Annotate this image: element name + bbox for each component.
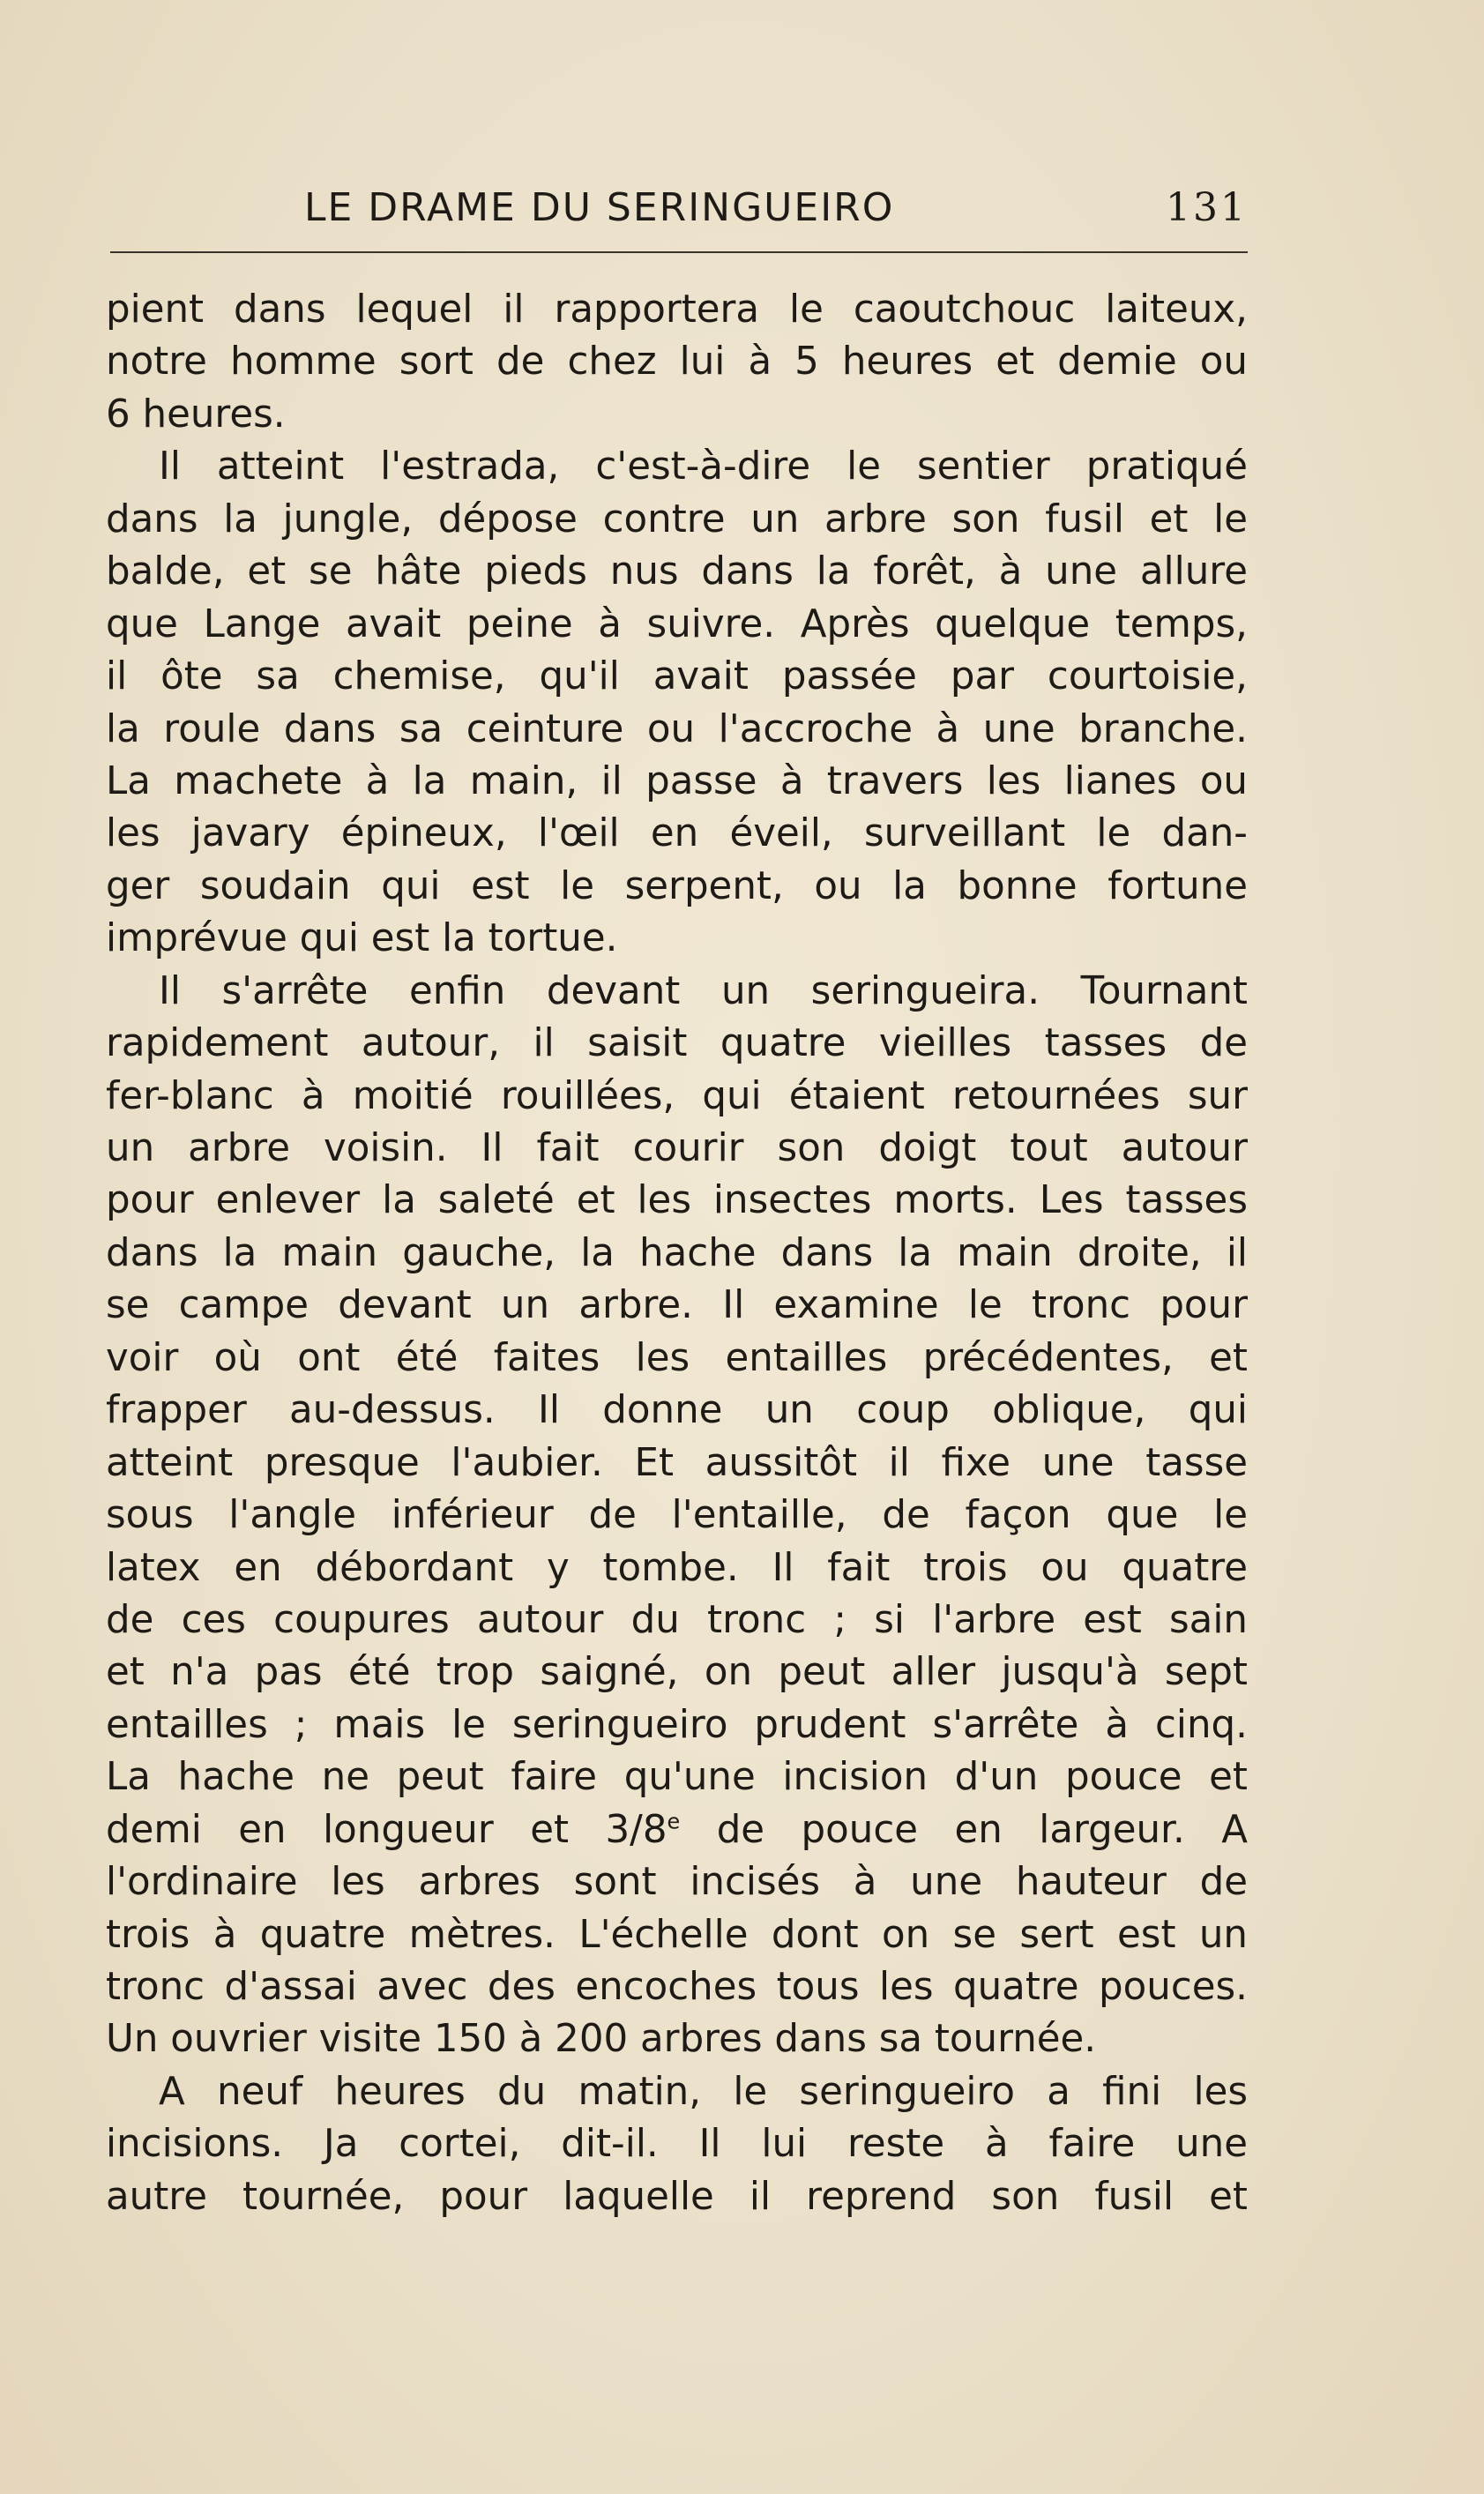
text-line: Il s'arrête enfin devant un seringueira. Tournant <box>159 968 1248 1013</box>
text-line: les javary épineux, l'œil en éveil, surveillant le dan- <box>106 811 1248 856</box>
text-line: dans la jungle, dépose contre un arbre son fusil et le <box>106 497 1248 541</box>
text-line: 6 heures. <box>106 392 286 437</box>
fraction-text: demi en longueur et 3/8 <box>106 1807 667 1852</box>
text-line: imprévue qui est la tortue. <box>106 916 618 961</box>
page-number: 131 <box>1166 185 1248 230</box>
text-line: Un ouvrier visite 150 à 200 arbres dans sa tournée. <box>106 2017 1097 2062</box>
text-line: l'ordinaire les arbres sont incisés à une hauteur de <box>106 1860 1248 1905</box>
text-line: dans la main gauche, la hache dans la main droite, il <box>106 1230 1248 1275</box>
text-line: un arbre voisin. Il fait courir son doigt tout autour <box>106 1126 1248 1170</box>
text-line: pient dans lequel il rapportera le caoutchouc laiteux, <box>106 287 1248 332</box>
text-line: et n'a pas été trop saigné, on peut aller jusqu'à sept <box>106 1650 1248 1695</box>
text-line: sous l'angle inférieur de l'entaille, de façon que le <box>106 1493 1248 1538</box>
text-line: trois à quatre mètres. L'échelle dont on se sert est un <box>106 1912 1248 1957</box>
text-line-with-fraction <box>106 1804 1248 1856</box>
text-line: que Lange avait peine à suivre. Après quelque temps, <box>106 601 1248 646</box>
text-line: autre tournée, pour laquelle il reprend son fusil et <box>106 2174 1248 2219</box>
fraction-superscript: e <box>667 1809 681 1834</box>
text-line: incisions. Ja cortei, dit-il. Il lui reste à faire une <box>106 2122 1248 2167</box>
text-line: rapidement autour, il saisit quatre vieilles tasses de <box>106 1021 1248 1066</box>
running-title: LE DRAME DU SERINGUEIRO <box>304 185 895 230</box>
text-line: pour enlever la saleté et les insectes morts. Les tasses <box>106 1178 1248 1223</box>
text-line: ger soudain qui est le serpent, ou la bonne fortune <box>106 863 1248 908</box>
text-line: entailles ; mais le seringueiro prudent s'arrête à cinq. <box>106 1702 1248 1747</box>
text-line: tronc d'assai avec des encoches tous les quatre pouces. <box>106 1965 1248 2009</box>
text-line: A neuf heures du matin, le seringueiro a fini les <box>159 2069 1248 2114</box>
text-line: la roule dans sa ceinture ou l'accroche à une branche. <box>106 706 1248 751</box>
text-line: Il atteint l'estrada, c'est-à-dire le sentier pratiqué <box>159 444 1248 489</box>
text-line: se campe devant un arbre. Il examine le tronc pour <box>106 1283 1248 1328</box>
text-line: notre homme sort de chez lui à 5 heures et demie ou <box>106 340 1248 385</box>
text-line: fer-blanc à moitié rouillées, qui étaient retournées sur <box>106 1073 1248 1118</box>
text-line: La hache ne peut faire qu'une incision d'un pouce et <box>106 1755 1248 1800</box>
text-line: latex en débordant y tombe. Il fait trois ou quatre <box>106 1545 1248 1590</box>
text-line: atteint presque l'aubier. Et aussitôt il fixe une tasse <box>106 1440 1248 1485</box>
body-text <box>106 284 1248 2223</box>
text-line: frapper au-dessus. Il donne un coup oblique, qui <box>106 1388 1248 1433</box>
text-line: balde, et se hâte pieds nus dans la forêt, à une allure <box>106 549 1248 594</box>
running-header <box>110 180 1248 236</box>
text-line: La machete à la main, il passe à travers les lianes ou <box>106 758 1248 803</box>
fraction-line-tail: de pouce en largeur. A <box>716 1807 1248 1852</box>
text-line: de ces coupures autour du tronc ; si l'arbre est sain <box>106 1597 1248 1642</box>
text-line: il ôte sa chemise, qu'il avait passée par courtoisie, <box>106 654 1248 699</box>
header-rule <box>110 251 1248 253</box>
text-line: voir où ont été faites les entailles précédentes, et <box>106 1335 1248 1380</box>
